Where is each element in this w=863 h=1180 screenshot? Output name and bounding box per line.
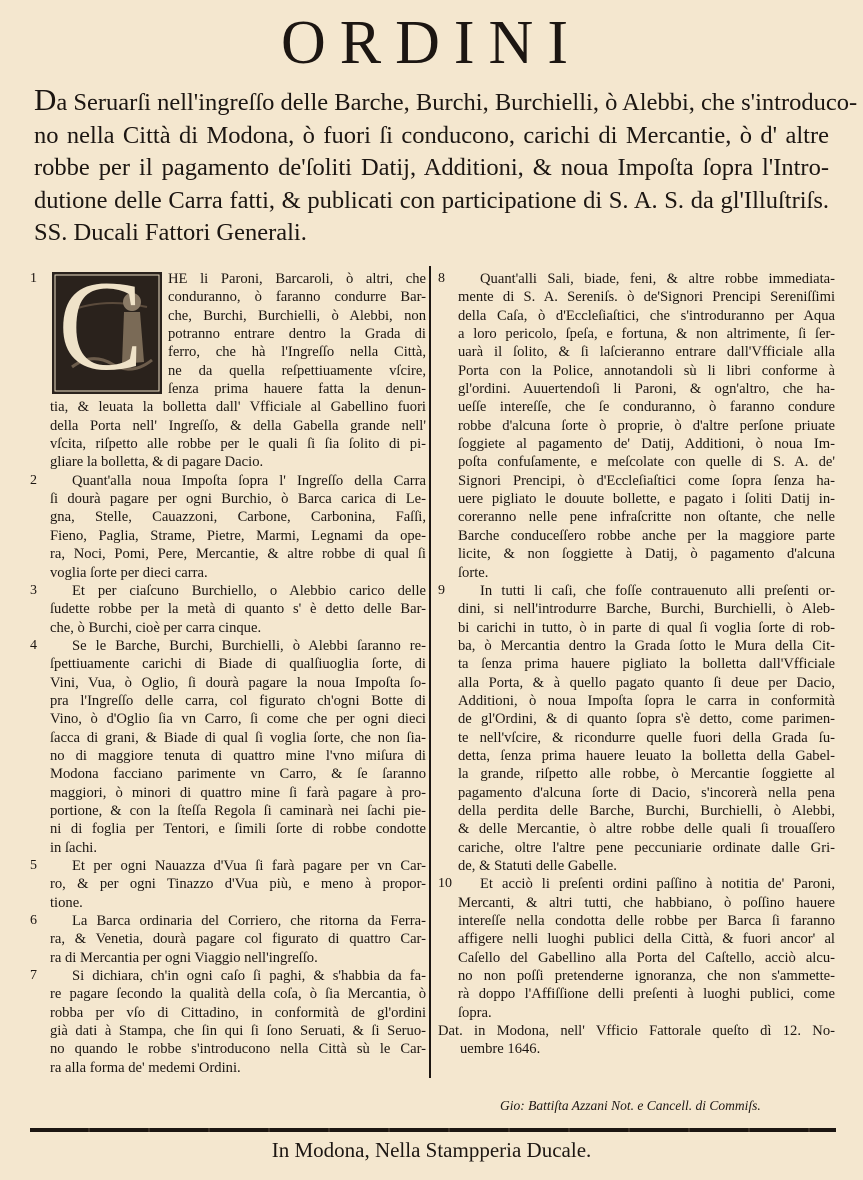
text-line: portione, & con la ſteſſa Regola ſi caminarà nei ſachi pie- bbox=[50, 802, 426, 819]
text-line: pra l'Ingreſſo delle carra, col figurato ch'ogni Botte di bbox=[50, 692, 426, 709]
text-line: Additioni, ò noua Impoſta ſopra le carra in conformità bbox=[458, 692, 835, 709]
left-column bbox=[30, 255, 426, 1077]
article-number: 7 bbox=[30, 968, 37, 984]
article-number: 10 bbox=[438, 876, 452, 892]
subtitle-line-text: a Seruarſi nell'ingreſſo delle Barche, Burchi, Burchielli, ò Alebbi, che s'introduco- bbox=[56, 89, 858, 116]
article-10 bbox=[438, 875, 835, 1022]
article-4 bbox=[30, 637, 426, 857]
text-line: no di maggiore tenuta di quattro mine l'vno miſura di bbox=[50, 747, 426, 764]
text-line: ferro, che hà l'Ingreſſo nella Città, bbox=[168, 344, 426, 361]
subtitle-initial: D bbox=[34, 82, 57, 117]
text-line: dini, si nell'introdurre Barche, Burchi, Burchielli, ò Aleb- bbox=[458, 601, 835, 618]
text-line: ueſſe intereſſe, che ſe conduranno, ò faranno condure bbox=[458, 399, 835, 416]
article-number: 6 bbox=[30, 913, 37, 929]
text-line: affigere nelli luoghi publici della Città, & fuori ancor' al bbox=[458, 931, 835, 948]
right-column bbox=[438, 270, 835, 1059]
text-line: la grande, riſpetto alle robbe, ò Mercantie ſoggiette al bbox=[458, 766, 835, 783]
subtitle-line-text: dutione delle Carra fatti, & publicati con participatione di S. A. S. da gl'Illuſtriſs. bbox=[34, 186, 829, 214]
text-line: potranno entrare dentro la Grada di bbox=[168, 326, 426, 343]
text-line: no non poſſi pretenderne ignoranza, che non s'ammette- bbox=[458, 968, 835, 985]
text-line: della Porta nell' Ingreſſo, & della Gabella grande nell' bbox=[50, 417, 426, 434]
article-text bbox=[50, 967, 426, 1077]
text-line: uembre 1646. bbox=[460, 1041, 541, 1058]
text-line: te nell'vſcire, & ricondurre quelle fuori della Grada ſu- bbox=[458, 729, 835, 746]
text-line: Signori Prencipi, ò d'Eccleſiaſtici come ſopra ſenza ha- bbox=[458, 472, 835, 489]
subtitle-line-text: no nella Città di Modona, ò fuori ſi conducono, carichi di Mercantie, ò d' altre bbox=[34, 121, 829, 149]
article-text bbox=[458, 875, 835, 1022]
text-line: ſi dourà pagare per ogni Burchio, ò Barca carica di Le- bbox=[50, 491, 426, 508]
text-line: della Caſa, ò d'Eccleſiaſtici, che s'introduranno per Aqua bbox=[458, 307, 835, 324]
text-line: In tutti li caſi, che foſſe contrauenuto alli preſenti or- bbox=[480, 582, 835, 599]
article-text bbox=[50, 582, 426, 637]
text-line: ra alla forma de' medemi Ordini. bbox=[50, 1059, 241, 1076]
text-line: uarà il ſolito, & ſi laſcieranno entrare dall'Vfficiale alla bbox=[458, 344, 835, 361]
text-line: in ſachi. bbox=[50, 839, 98, 856]
subtitle-line-text: SS. Ducali Fattori Generali. bbox=[34, 219, 307, 246]
text-line: coreranno nelle pene infraſcritte non oſtante, che nelle bbox=[458, 509, 835, 526]
text-line: ra, & Venetia, dourà pagare col figurato di quattro Car- bbox=[50, 931, 426, 948]
text-line: Et per ciaſcuno Burchiello, o Alebbio carico delle bbox=[72, 582, 426, 599]
dropcap-letter: C bbox=[58, 255, 144, 397]
text-line: ni di foglia per Tentori, e ſimili ſorte di robbe condotte bbox=[50, 821, 426, 838]
text-line: cariche, oltre l'altre pene peccuniarie ordinate dalle Gri- bbox=[458, 839, 835, 856]
text-line: La Barca ordinaria del Corriero, che ritorna da Ferra- bbox=[72, 913, 426, 930]
article-number: 4 bbox=[30, 637, 37, 653]
text-line: Mercanti, & altri tutti, che habbiano, ò poſſino hauere bbox=[458, 894, 835, 911]
text-line: Vino, ò d'Oglio ſia vn Carro, ſi come che per ogni dieci bbox=[50, 711, 426, 728]
text-line: ſopra. bbox=[458, 1004, 492, 1021]
article-3 bbox=[30, 582, 426, 637]
text-line: che, ò Burchi, cioè per carra cinque. bbox=[50, 619, 262, 636]
text-line: ta ſenza prima hauere pigliato la bolletta dall'Vfficiale bbox=[458, 656, 835, 673]
text-line: pagamento d'alcuna ſorte di Dacio, s'incorerà nella pena bbox=[458, 784, 835, 801]
text-line: vſcita, riſpetto alle robbe per le quali ſi ſia ſolito di pi- bbox=[50, 436, 426, 453]
article-2 bbox=[30, 472, 426, 582]
text-line: tia, & leuata la bolletta dall' Vfficiale al Gabellino fuori bbox=[50, 399, 426, 416]
text-line: robba per vſo di Cittadino, in conformità de gl'ordini bbox=[50, 1004, 426, 1021]
text-line: poſta confuſamente, e meſcolate con quelle di S. A. de' bbox=[458, 454, 835, 471]
text-line: ra, Noci, Pomi, Pere, Mercantie, & altre robbe di qual ſi bbox=[50, 546, 426, 563]
text-line: Fieno, Paglia, Strame, Pietre, Marmi, Legnami da ope- bbox=[50, 527, 426, 544]
text-line: ba, ò Mercantia dentro la Grada ſotto le Mura della Cit- bbox=[458, 637, 835, 654]
text-line: ne da quella reſpettiuamente vſcire, bbox=[168, 362, 426, 379]
subtitle-line bbox=[34, 217, 829, 250]
article-1 bbox=[30, 255, 426, 472]
text-line: ſenza prima hauere fatta la denun- bbox=[168, 381, 426, 398]
article-6 bbox=[30, 912, 426, 967]
article-text bbox=[50, 912, 426, 967]
text-line: ſudette robbe per la metà di quanto s' è detto delle Bar- bbox=[50, 601, 426, 618]
text-line: tione. bbox=[50, 894, 83, 911]
subtitle-line bbox=[34, 185, 829, 218]
article-5 bbox=[30, 857, 426, 912]
article-number: 2 bbox=[30, 472, 37, 488]
article-text bbox=[50, 857, 426, 912]
decorated-initial-c bbox=[52, 255, 162, 397]
notary-signature: Gio: Battiſta Azzani Not. e Cancell. di Commiſs. bbox=[500, 1098, 761, 1113]
text-line: Et per ogni Nauazza d'Vua ſi farà pagare per vn Car- bbox=[72, 858, 426, 874]
text-line: che, Burchi, Burchielli, ò Alebbi, non bbox=[168, 307, 426, 324]
subtitle-line bbox=[34, 82, 858, 120]
article-8 bbox=[438, 270, 835, 582]
subtitle-line-text: robbe per il pagamento de'ſoliti Datij, Additioni, & noua Impoſta ſopra l'Intro- bbox=[34, 154, 829, 181]
article-number: 9 bbox=[438, 582, 445, 598]
text-line: no quando le robbe s'introducono nella Città sù le Car- bbox=[50, 1041, 426, 1058]
text-line: alla Porta, & à quello pagato quanto ſi deue per Dacio, bbox=[458, 674, 835, 691]
text-line: ſorte. bbox=[458, 564, 489, 581]
article-7 bbox=[30, 967, 426, 1077]
article-text bbox=[50, 637, 426, 857]
text-line: Se le Barche, Burchi, Burchielli, ò Alebbi ſaranno re- bbox=[72, 637, 426, 654]
text-line: Si dichiara, ch'in ogni caſo ſi paghi, & s'habbia da fa- bbox=[72, 968, 426, 985]
footer-rule bbox=[30, 1128, 836, 1132]
text-line: ſpettiuamente carichi di Biade di qualſiuoglia ſorte, di bbox=[50, 656, 426, 673]
article-text bbox=[50, 255, 426, 472]
text-line: bi carichi in tutto, ò in parte di qual ſi voglia ſorte di rob- bbox=[458, 619, 835, 636]
article-text bbox=[50, 472, 426, 582]
article-9 bbox=[438, 582, 835, 876]
text-line: intereſſe nella condotta delle robbe per Barca ſi faranno bbox=[458, 913, 835, 930]
article-text bbox=[458, 270, 835, 582]
text-line: licite, & non ſoggiette à Datij, ò pagamento d'alcuna bbox=[458, 546, 835, 563]
text-line: robbe d'alcuna ſorte ò proprie, ò d'altre perſone priuate bbox=[458, 417, 835, 434]
text-line: detta, ſenza prima hauere leuato la bolletta della Gabel- bbox=[458, 747, 835, 764]
text-line: Modona facciano parimente vn Carro, & ſe ſaranno bbox=[50, 766, 426, 783]
text-line: Et acciò li preſenti ordini paſſino à notitia de' Paroni, bbox=[480, 876, 835, 893]
document-subtitle bbox=[34, 82, 858, 250]
text-line: Caſello del Gabellino alla Porta del Caſtello, acciò alcu- bbox=[458, 949, 835, 966]
text-line: re pagare ſecondo la qualità della coſa, ò ſia Mercantia, ò bbox=[50, 986, 426, 1003]
text-line: a loro pericolo, ſpeſa, e fortuna, & non altrimente, ſi ſer- bbox=[458, 326, 835, 343]
subtitle-line bbox=[34, 120, 829, 153]
text-line: Quant'alla noua Impoſta ſopra l' Ingreſſo della Carra bbox=[72, 472, 426, 489]
text-line: de, & Statuti delle Gabelle. bbox=[458, 858, 617, 874]
article-text bbox=[458, 582, 835, 876]
text-line: già dati à Stampa, che ſin qui ſi ſono Seruati, & ſi Seruo- bbox=[50, 1023, 426, 1040]
text-line: rà doppo l'Affiſſione delli preſenti à luoghi publici, come bbox=[458, 986, 835, 1003]
text-line: HE li Paroni, Barcaroli, ò altri, che bbox=[168, 271, 426, 287]
text-line: della perdita delle Barche, Burchi, Burchielli, ò Alebbi, bbox=[458, 802, 835, 819]
text-line: gliare la bolletta, & di pagare Dacio. bbox=[50, 454, 264, 471]
text-line: & delle Mercantie, ò altre robbe delle quali ſi trouaſſero bbox=[458, 821, 835, 838]
article-number: 5 bbox=[30, 858, 37, 873]
text-line: conduranno, ò faranno condurre Bar- bbox=[168, 289, 426, 306]
text-line: ra di Mercantia per ogni Viaggio nell'ingreſſo. bbox=[50, 949, 318, 966]
text-line: Barche conduceſſero robbe anche per la maggiore parte bbox=[458, 527, 835, 544]
article-number: 3 bbox=[30, 582, 37, 598]
text-line: uere pigliato le douute bollette, e pagato i ſoliti Datij in- bbox=[458, 491, 835, 508]
text-line: Dat. in Modona, nell' Vfficio Fattorale queſto dì 12. No- bbox=[438, 1023, 835, 1040]
text-line: Quant'alli Sali, biade, feni, & altre robbe immediata- bbox=[480, 271, 835, 287]
text-line: ro, & per ogni Tinazzo d'Vua più, e meno à propor- bbox=[50, 876, 426, 893]
text-line: mente di S. A. Sereniſs. ò de'Signori Prencipi Sereniſſimi bbox=[458, 289, 835, 306]
text-line: gna, Stelle, Cauazzoni, Carbone, Carbonina, Faſſi, bbox=[50, 509, 426, 526]
text-line: gl'ordini. Auuertendoſi li Paroni, & ogn'altro, che ha- bbox=[458, 381, 835, 398]
dated-line bbox=[438, 1022, 835, 1059]
subtitle-line bbox=[34, 152, 829, 185]
text-line: Porta con la Police, annotandoli sù li libri conforme à bbox=[458, 362, 835, 379]
text-line: maggiori, ò minori di quattro mine ſi farà pagare à pro- bbox=[50, 784, 426, 801]
text-line: Vini, Vua, ò Oglio, ſi dourà pagare la noua Impoſta ſo- bbox=[50, 674, 426, 691]
text-line: ſoggiete al pagamento de' Datij, Additioni, ò noua Im- bbox=[458, 436, 835, 453]
article-number: 8 bbox=[438, 271, 445, 286]
article-number: 1 bbox=[30, 271, 37, 286]
printer-imprint: In Modona, Nella Stampperia Ducale. bbox=[271, 1138, 592, 1162]
text-line: voglia ſorte per dieci carra. bbox=[50, 564, 208, 581]
text-line: de gl'Ordini, & di quanto ſopra s'è detto, come parimen- bbox=[458, 711, 835, 728]
column-divider bbox=[429, 266, 431, 1078]
document-title: ORDINI bbox=[281, 9, 582, 77]
text-line: ſacca di grani, & Biade di qual ſi voglia ſorte, che non ſia- bbox=[50, 729, 426, 746]
